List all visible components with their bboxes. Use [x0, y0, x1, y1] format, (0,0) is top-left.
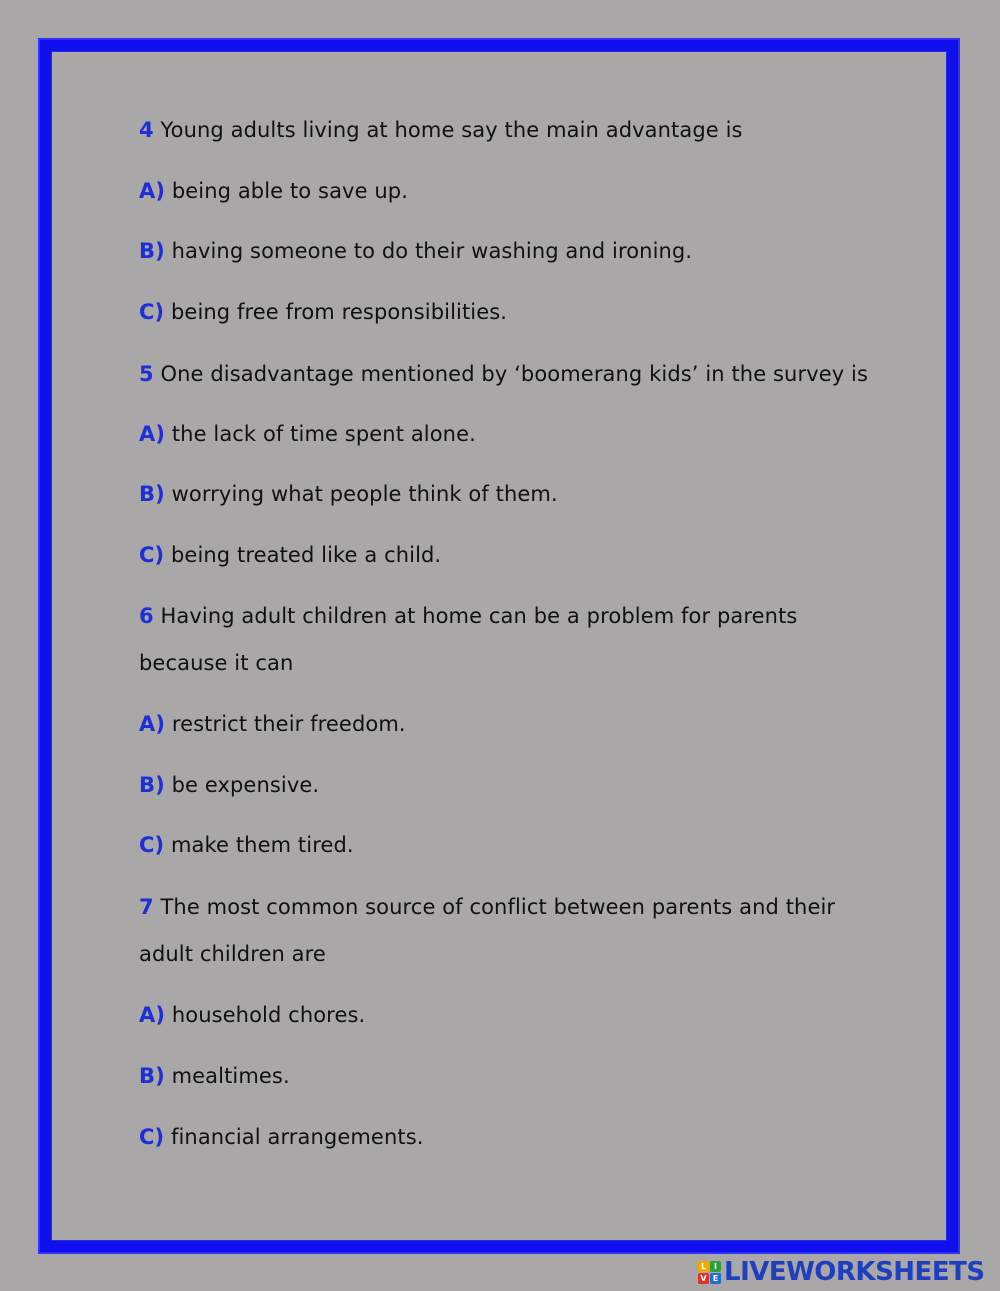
question-7-line-1 [139, 895, 835, 919]
question-6-line-2 [139, 651, 293, 675]
option-label: C) [139, 833, 165, 857]
question-text: Young adults living at home say the main advantage is [160, 118, 743, 142]
logo-wordmark: LIVEWORKSHEETS [724, 1257, 985, 1287]
option-text: being able to save up. [171, 179, 408, 203]
question-6-line-1 [139, 604, 797, 628]
question-5-line-1 [139, 362, 868, 386]
logo-mark-icon [698, 1261, 721, 1284]
question-text: adult children are [139, 942, 326, 966]
option-label: A) [139, 179, 166, 203]
question-5-option-c[interactable] [139, 543, 441, 567]
question-6-option-a[interactable] [139, 712, 406, 736]
question-6-option-c[interactable] [139, 833, 354, 857]
question-5-option-b[interactable] [139, 482, 558, 506]
option-text: the lack of time spent alone. [171, 422, 476, 446]
question-7-line-2 [139, 942, 326, 966]
liveworksheets-logo[interactable] [698, 1257, 985, 1287]
option-text: having someone to do their washing and ironing. [171, 239, 693, 263]
question-number: 4 [139, 118, 154, 142]
option-text: worrying what people think of them. [171, 482, 558, 506]
option-text: mealtimes. [171, 1064, 290, 1088]
option-text: be expensive. [171, 773, 320, 797]
option-text: make them tired. [171, 833, 354, 857]
option-label: C) [139, 543, 165, 567]
option-label: A) [139, 712, 166, 736]
question-text: One disadvantage mentioned by ‘boomerang kids’ in the survey is [160, 362, 869, 386]
logo-tile: E [710, 1273, 721, 1284]
question-text: The most common source of conflict between parents and their [160, 895, 836, 919]
question-4-option-a[interactable] [139, 179, 408, 203]
option-text: financial arrangements. [171, 1125, 424, 1149]
question-5-option-a[interactable] [139, 422, 476, 446]
option-text: being free from responsibilities. [171, 300, 508, 324]
logo-tile: V [698, 1273, 709, 1284]
question-4-option-c[interactable] [139, 300, 507, 324]
question-4-option-b[interactable] [139, 239, 692, 263]
question-6-option-b[interactable] [139, 773, 319, 797]
question-number: 6 [139, 604, 154, 628]
option-label: A) [139, 422, 166, 446]
question-4-line-1 [139, 118, 743, 142]
question-number: 5 [139, 362, 154, 386]
question-7-option-a[interactable] [139, 1003, 365, 1027]
option-label: C) [139, 1125, 165, 1149]
option-label: A) [139, 1003, 166, 1027]
question-text: because it can [139, 651, 294, 675]
option-text: being treated like a child. [171, 543, 442, 567]
option-text: restrict their freedom. [171, 712, 406, 736]
option-label: B) [139, 239, 165, 263]
logo-tile: L [698, 1261, 709, 1272]
question-7-option-c[interactable] [139, 1125, 424, 1149]
question-7-option-b[interactable] [139, 1064, 290, 1088]
option-label: B) [139, 482, 165, 506]
option-label: B) [139, 773, 165, 797]
question-number: 7 [139, 895, 154, 919]
logo-tile: I [710, 1261, 721, 1272]
option-label: B) [139, 1064, 165, 1088]
option-label: C) [139, 300, 165, 324]
question-text: Having adult children at home can be a problem for parents [160, 604, 798, 628]
option-text: household chores. [171, 1003, 366, 1027]
